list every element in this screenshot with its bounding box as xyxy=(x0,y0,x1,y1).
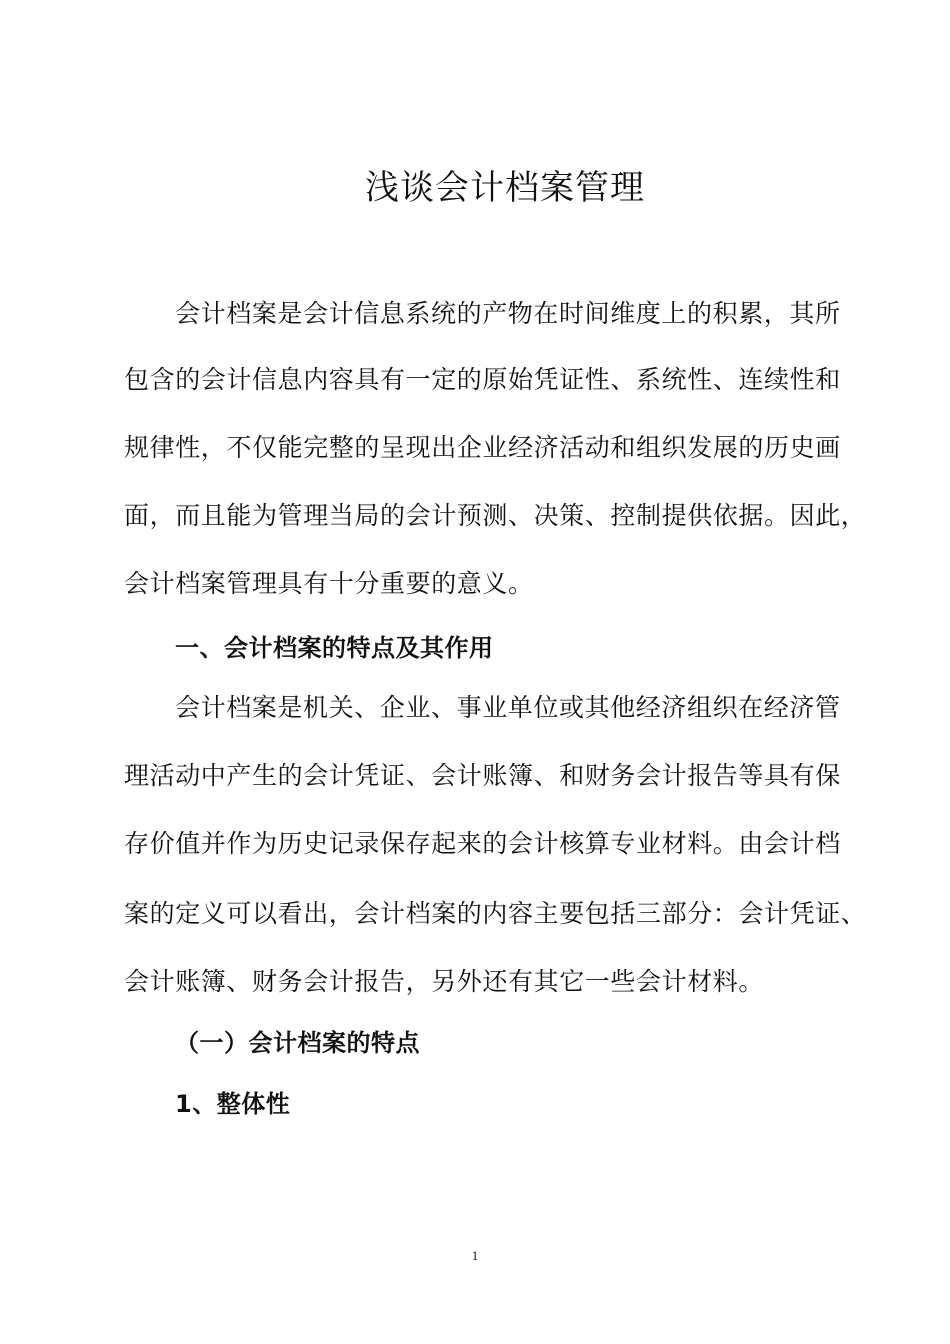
subsection-heading: （一）会计档案的特点 xyxy=(175,1029,420,1057)
intro-line-5: 会计档案管理具有十分重要的意义。 xyxy=(124,569,534,598)
section-line-2: 理活动中产生的会计凭证、会计账簿、和财务会计报告等具有保 xyxy=(124,761,841,790)
section-line-1: 会计档案是机关、企业、事业单位或其他经济组织在经济管 xyxy=(175,693,841,722)
section-heading: 一、会计档案的特点及其作用 xyxy=(175,634,494,662)
intro-line-1: 会计档案是会计信息系统的产物在时间维度上的积累，其所 xyxy=(175,299,841,328)
intro-line-4: 面，而且能为管理当局的会计预测、决策、控制提供依据。因此， xyxy=(124,501,867,530)
item-heading: 1、整体性 xyxy=(175,1090,291,1118)
intro-line-2: 包含的会计信息内容具有一定的原始凭证性、系统性、连续性和 xyxy=(124,365,841,394)
intro-line-3: 规律性，不仅能完整的呈现出企业经济活动和组织发展的历史画 xyxy=(124,433,841,462)
section-line-4: 案的定义可以看出，会计档案的内容主要包括三部分：会计凭证、 xyxy=(124,899,867,928)
section-line-3: 存价值并作为历史记录保存起来的会计核算专业材料。由会计档 xyxy=(124,829,841,858)
section-line-5: 会计账簿、财务会计报告，另外还有其它一些会计材料。 xyxy=(124,967,765,996)
page-number: 1 xyxy=(471,1248,479,1263)
document-title: 浅谈会计档案管理 xyxy=(365,168,645,208)
